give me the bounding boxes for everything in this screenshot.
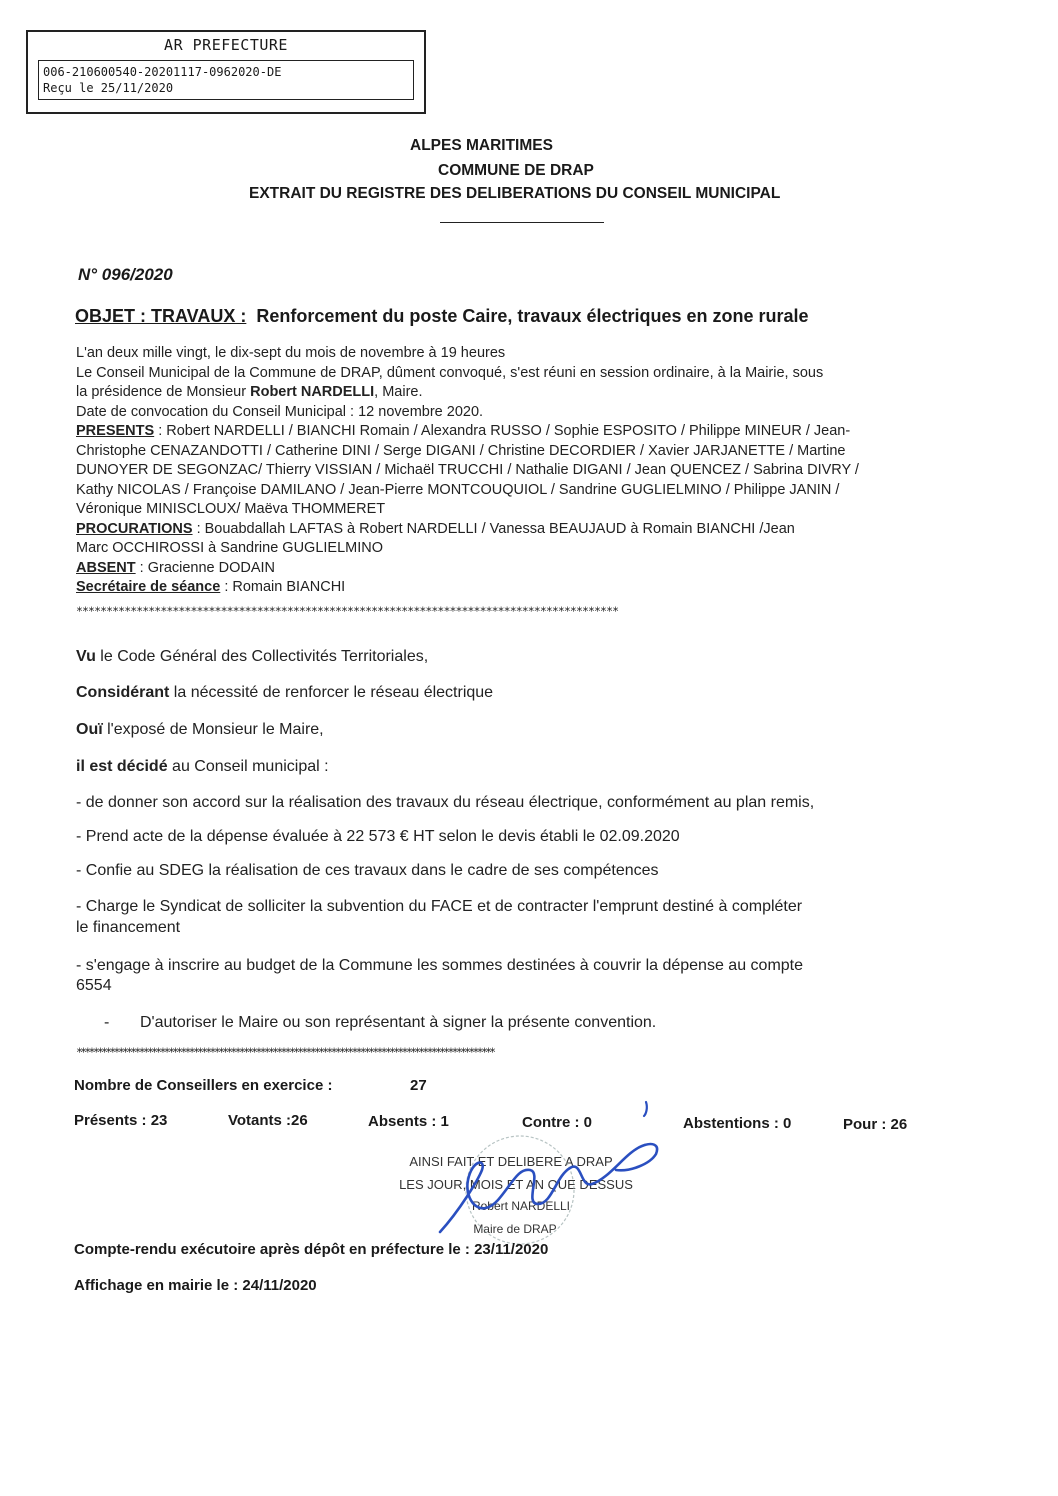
decision-item-1: - de donner son accord sur la réalisation des travaux du réseau électrique, conformément au plan remis, xyxy=(76,794,815,811)
decide-paragraph xyxy=(76,756,329,777)
decide-text: au Conseil municipal : xyxy=(167,758,329,775)
convocation-date: Date de convocation du Conseil Municipal : 12 novembre 2020. xyxy=(76,403,484,420)
signature-line-1: AINSI FAIT ET DELIBERE A DRAP xyxy=(409,1154,613,1169)
procurations-label: PROCURATIONS xyxy=(76,520,193,537)
absent-label: ABSENT xyxy=(76,559,136,576)
conseillers-exercice-label: Nombre de Conseillers en exercice : xyxy=(74,1077,333,1094)
count-presents: Présents : 23 xyxy=(74,1112,168,1129)
presidence-suffix: , Maire. xyxy=(374,384,423,400)
presidence-text: la présidence de Monsieur xyxy=(76,384,251,400)
considerant-label: Considérant xyxy=(76,684,170,701)
count-abstentions: Abstentions : 0 xyxy=(683,1115,792,1132)
count-contre: Contre : 0 xyxy=(522,1114,593,1131)
presents-line-3: DUNOYER DE SEGONZAC/ Thierry VISSIAN / Michaël TRUCCHI / Nathalie DIGANI / Jean QUENCEZ / Sabrina DIVRY / xyxy=(76,462,859,478)
procurations-line-2: Marc OCCHIROSSI à Sandrine GUGLIELMINO xyxy=(76,540,383,556)
decision-item-2: - Prend acte de la dépense évaluée à 22 573 € HT selon le devis établi le 02.09.2020 xyxy=(76,828,680,845)
decision-item-4: - Charge le Syndicat de solliciter la subvention du FACE et de contracter l'emprunt destiné à compléter xyxy=(76,898,803,915)
session-convocation: Le Conseil Municipal de la Commune de DRAP, dûment convoqué, s'est réuni en session ordinaire, à la Mairie, sous xyxy=(76,364,824,381)
signatory-title: Maire de DRAP xyxy=(473,1222,557,1236)
presents-line-2: Christophe CENAZANDOTTI / Catherine DINI / Serge DIGANI / Christine DECORDIER / Xavier JARJANETTE / Martine xyxy=(76,442,846,459)
presents-label: PRESENTS xyxy=(76,423,155,439)
decision-item-6: D'autoriser le Maire ou son représentant à signer la présente convention. xyxy=(140,1014,657,1031)
signature-line-2: LES JOUR, MOIS ET AN QUE DESSUS xyxy=(399,1177,633,1192)
presents-line-4: Kathy NICOLAS / Françoise DAMILANO / Jean-Pierre MONTCOUQUIOL / Sandrine GUGLIELMINO / Philippe JANIN / xyxy=(76,481,840,498)
stamp-reference-box xyxy=(38,60,414,100)
secretaire-label: Secrétaire de séance xyxy=(76,579,221,595)
oui-paragraph xyxy=(76,719,324,740)
stamp-title: AR PREFECTURE xyxy=(164,36,288,54)
vu-paragraph xyxy=(76,646,428,667)
separator-stars-bottom: **************************************************************************************************** xyxy=(76,1045,494,1059)
header-department: ALPES MARITIMES xyxy=(410,137,553,154)
decision-item-6-dash: - xyxy=(104,1014,110,1031)
session-date: L'an deux mille vingt, le dix-sept du mois de novembre à 19 heures xyxy=(76,345,506,361)
presents-line-1 xyxy=(76,422,859,442)
header-divider xyxy=(440,222,604,223)
vu-label: Vu xyxy=(76,648,96,665)
considerant-paragraph xyxy=(76,682,493,703)
deliberation-number: N° 096/2020 xyxy=(78,265,173,284)
oui-label: Ouï xyxy=(76,721,103,738)
stamp-reference-number: 006-210600540-20201117-0962020-DE xyxy=(43,65,282,79)
count-absents: Absents : 1 xyxy=(368,1113,449,1130)
executoire-line: Compte-rendu exécutoire après dépôt en préfecture le : 23/11/2020 xyxy=(74,1241,549,1258)
mayor-name: Robert NARDELLI xyxy=(250,384,375,400)
decision-item-3: - Confie au SDEG la réalisation de ces travaux dans le cadre de ses compétences xyxy=(76,862,659,879)
decision-item-4-cont: le financement xyxy=(76,919,181,936)
decision-item-5-cont: 6554 xyxy=(76,977,112,994)
stamp-received-date: Reçu le 25/11/2020 xyxy=(43,81,174,95)
vu-text: le Code Général des Collectivités Territoriales, xyxy=(95,648,429,665)
decision-item-5: - s'engage à inscrire au budget de la Commune les sommes destinées à couvrir la dépense au compte xyxy=(76,957,804,974)
header-commune: COMMUNE DE DRAP xyxy=(438,162,594,179)
header-registry-title: EXTRAIT DU REGISTRE DES DELIBERATIONS DU CONSEIL MUNICIPAL xyxy=(249,185,781,202)
count-pour: Pour : 26 xyxy=(843,1116,908,1133)
mayor-signature-and-seal xyxy=(420,1100,680,1250)
procurations-line-1 xyxy=(76,520,859,540)
secretaire-text: : Romain BIANCHI xyxy=(220,579,346,595)
presents-text: : Robert NARDELLI / BIANCHI Romain / Alexandra RUSSO / Sophie ESPOSITO / Philippe MINEUR / Jean- xyxy=(154,423,851,439)
affichage-line: Affichage en mairie le : 24/11/2020 xyxy=(74,1277,317,1294)
secretaire-line xyxy=(76,578,859,598)
decide-label: il est décidé xyxy=(76,758,168,775)
absent-text: : Gracienne DODAIN xyxy=(135,559,276,576)
oui-text: l'exposé de Monsieur le Maire, xyxy=(102,721,324,738)
presents-line-5: Véronique MINISCLOUX/ Maëva THOMMERET xyxy=(76,501,386,517)
session-presidence xyxy=(76,383,859,403)
subject-text: Renforcement du poste Caire, travaux électriques en zone rurale xyxy=(256,306,809,326)
prefecture-stamp xyxy=(26,30,426,114)
conseillers-exercice-value: 27 xyxy=(410,1077,427,1094)
separator-stars-top: ****************************************************************************************** xyxy=(76,604,619,618)
considerant-text: la nécessité de renforcer le réseau électrique xyxy=(169,684,494,701)
session-intro xyxy=(76,344,859,598)
procurations-text: : Bouabdallah LAFTAS à Robert NARDELLI / Vanessa BEAUJAUD à Romain BIANCHI /Jean xyxy=(192,520,795,537)
absent-line xyxy=(76,559,859,579)
count-votants: Votants :26 xyxy=(228,1112,308,1129)
signatory-name: Robert NARDELLI xyxy=(471,1199,571,1213)
subject-line xyxy=(75,306,809,327)
subject-label: OBJET : TRAVAUX : xyxy=(75,306,247,326)
